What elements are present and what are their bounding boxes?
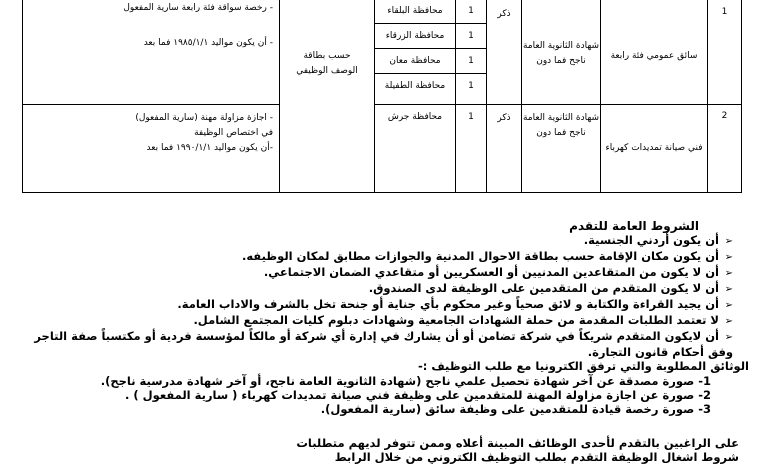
qualification-cell: شهادة الثانوية العامة ناجح فما دون <box>522 105 601 193</box>
description-cell: حسب بطاقة الوصف الوظيفي <box>280 0 375 193</box>
job-title-cell: سائق عمومي فئة رابعة <box>601 0 708 105</box>
list-item: ➢ لا تعتمد الطلبات المقدمة من حملة الشهادات الجامعية وشهادات دبلوم كليات المجتمع الشامل. <box>193 313 733 327</box>
table-row <box>23 105 742 193</box>
documents-list <box>101 374 711 416</box>
governorate-cell: محافظة جرش <box>375 105 456 193</box>
list-item: ➢ أن يكون أردني الجنسية. <box>583 233 733 247</box>
row-number: 1 <box>708 0 742 105</box>
notes-cell: - اجازة مزاولة مهنة (سارية المفعول) في اختصاص الوظيفة -أن يكون مواليد ١٩٩٠/١/١ فما بعد <box>23 105 280 193</box>
arrow-bullet-icon: ➢ <box>724 284 733 295</box>
list-item: ➢ أن يكون مكان الإقامة حسب بطاقة الاحوال المدنية والجوازات مطابق لمكان الوظيفه. <box>241 249 733 263</box>
row-number: 2 <box>708 105 742 193</box>
conditions-list <box>13 233 733 360</box>
conditions-heading: الشروط العامة للتقدم <box>569 219 699 233</box>
footer-line: على الراغبين بالتقدم لأحدى الوظائف المبينة أعلاه وممن تتوفر لديهم متطلبات <box>296 436 739 450</box>
arrow-bullet-icon: ➢ <box>724 332 733 343</box>
list-item: 1- صورة مصدقة عن آخر شهادة تحصيل علمي ناجح (شهادة الثانوية العامة ناجح، أو آخر شهادة مدرسية ناجح). <box>100 374 711 388</box>
list-item: 3- صورة رخصة قيادة للمتقدمين على وظيفة سائق (سارية المفعول). <box>320 402 711 416</box>
list-item: ➢ أن لا يكون المتقدم من المتقدمين على الوظيفة لدى الصندوق. <box>368 281 733 295</box>
job-title-cell: فني صيانة تمديدات كهرباء <box>601 105 708 193</box>
gender-cell: ذكر <box>487 105 522 193</box>
arrow-bullet-icon: ➢ <box>724 268 733 279</box>
table-row <box>23 0 742 105</box>
arrow-bullet-icon: ➢ <box>724 300 733 311</box>
count-cell: 1 1 1 1 <box>456 0 487 105</box>
qualification-cell: شهادة الثانوية العامة ناجح فما دون <box>522 0 601 105</box>
list-item: ➢ أن لايكون المتقدم شريكاً في شركة تضامن أو أن يشارك في إدارة أي شركة أو مالكاً لمؤسسة فردية أو مكتسباً صفة التاجر وفق أحكام قانون التجارة. <box>34 329 733 359</box>
list-item: ➢ أن لا يكون من المتقاعدين المدنيين أو العسكريين أو متقاعدي الضمان الاجتماعي. <box>263 265 733 279</box>
governorate-cell: محافظة البلقاء محافظة الزرقاء محافظة معان محافظة الطفيلة <box>375 0 456 105</box>
jobs-table <box>22 0 742 193</box>
documents-heading: الوثائق المطلوبة والتي ترفق الكترونيا مع طلب التوظيف :- <box>417 359 749 373</box>
footer-line: شروط اشغال الوظيفة التقدم بطلب التوظيف الكتروني من خلال الرابط <box>334 450 739 464</box>
gender-cell: ذكر <box>487 0 522 105</box>
count-cell: 1 <box>456 105 487 193</box>
list-item: 2- صورة عن اجازة مزاولة المهنة للمتقدمين على وظيفة فني صيانة تمديدات كهرباء ( سارية المفعول ) . <box>125 388 711 402</box>
notes-cell: - رخصة سواقة فئة رابعة سارية المفعول - أن يكون مواليد ١٩٨٥/١/١ فما بعد <box>23 0 280 105</box>
arrow-bullet-icon: ➢ <box>724 252 733 263</box>
list-item: ➢ أن يجيد القراءة والكتابة و لائق صحياً وغير محكوم بأي جناية أو جنحة تخل بالشرف والاداب العامة. <box>177 297 733 311</box>
arrow-bullet-icon: ➢ <box>724 236 733 247</box>
application-note <box>29 436 739 464</box>
arrow-bullet-icon: ➢ <box>724 316 733 327</box>
